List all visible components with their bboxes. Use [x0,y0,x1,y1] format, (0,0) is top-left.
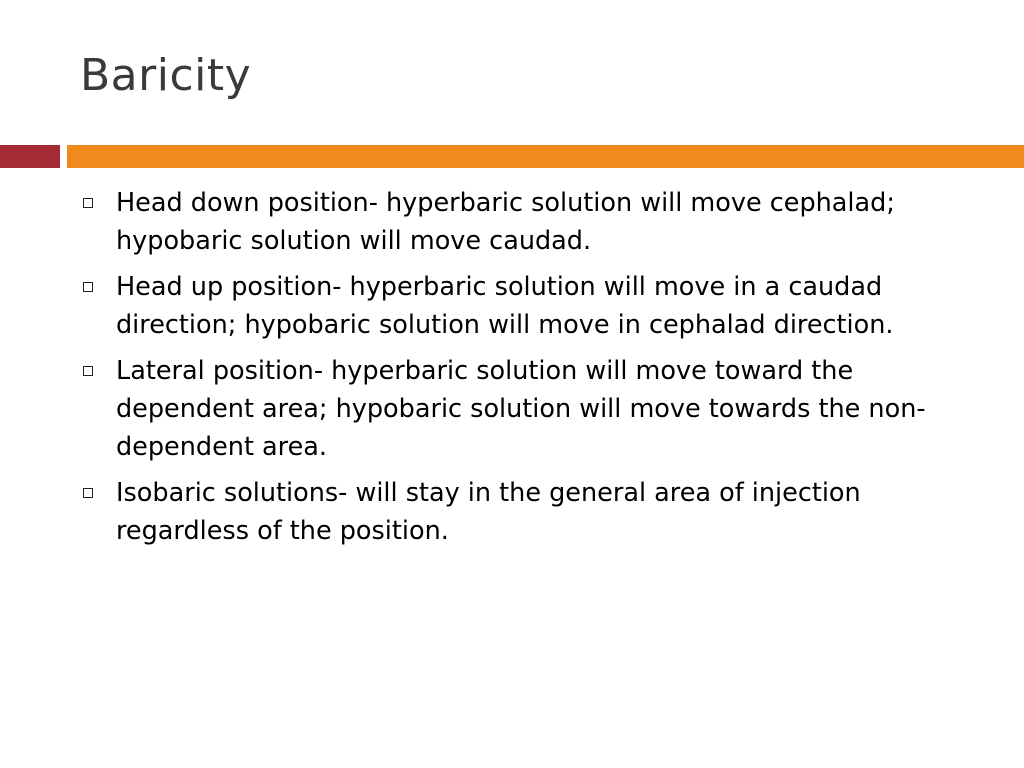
bullet-text: Head up position- hyperbaric solution will move in a caudad direction; hypobaric solution will move in cephalad direction. [116,272,894,340]
slide-title: Baricity [80,50,252,101]
bullet-item [80,352,980,466]
hollow-square-bullet-icon [83,366,93,376]
hollow-square-bullet-icon [83,282,93,292]
accent-bar-left [0,145,60,168]
bullet-item [80,184,980,260]
hollow-square-bullet-icon [83,488,93,498]
accent-bar-right [67,145,1024,168]
bullet-text: Head down position- hyperbaric solution will move cephalad; hypobaric solution will move caudad. [116,188,895,256]
bullet-item [80,474,980,550]
hollow-square-bullet-icon [83,198,93,208]
bullet-item [80,268,980,344]
bullet-text: Isobaric solutions- will stay in the general area of injection regardless of the position. [116,478,861,546]
bullet-list [80,184,980,558]
bullet-text: Lateral position- hyperbaric solution will move toward the dependent area; hypobaric solution will move towards the non-dependent area. [116,356,926,462]
